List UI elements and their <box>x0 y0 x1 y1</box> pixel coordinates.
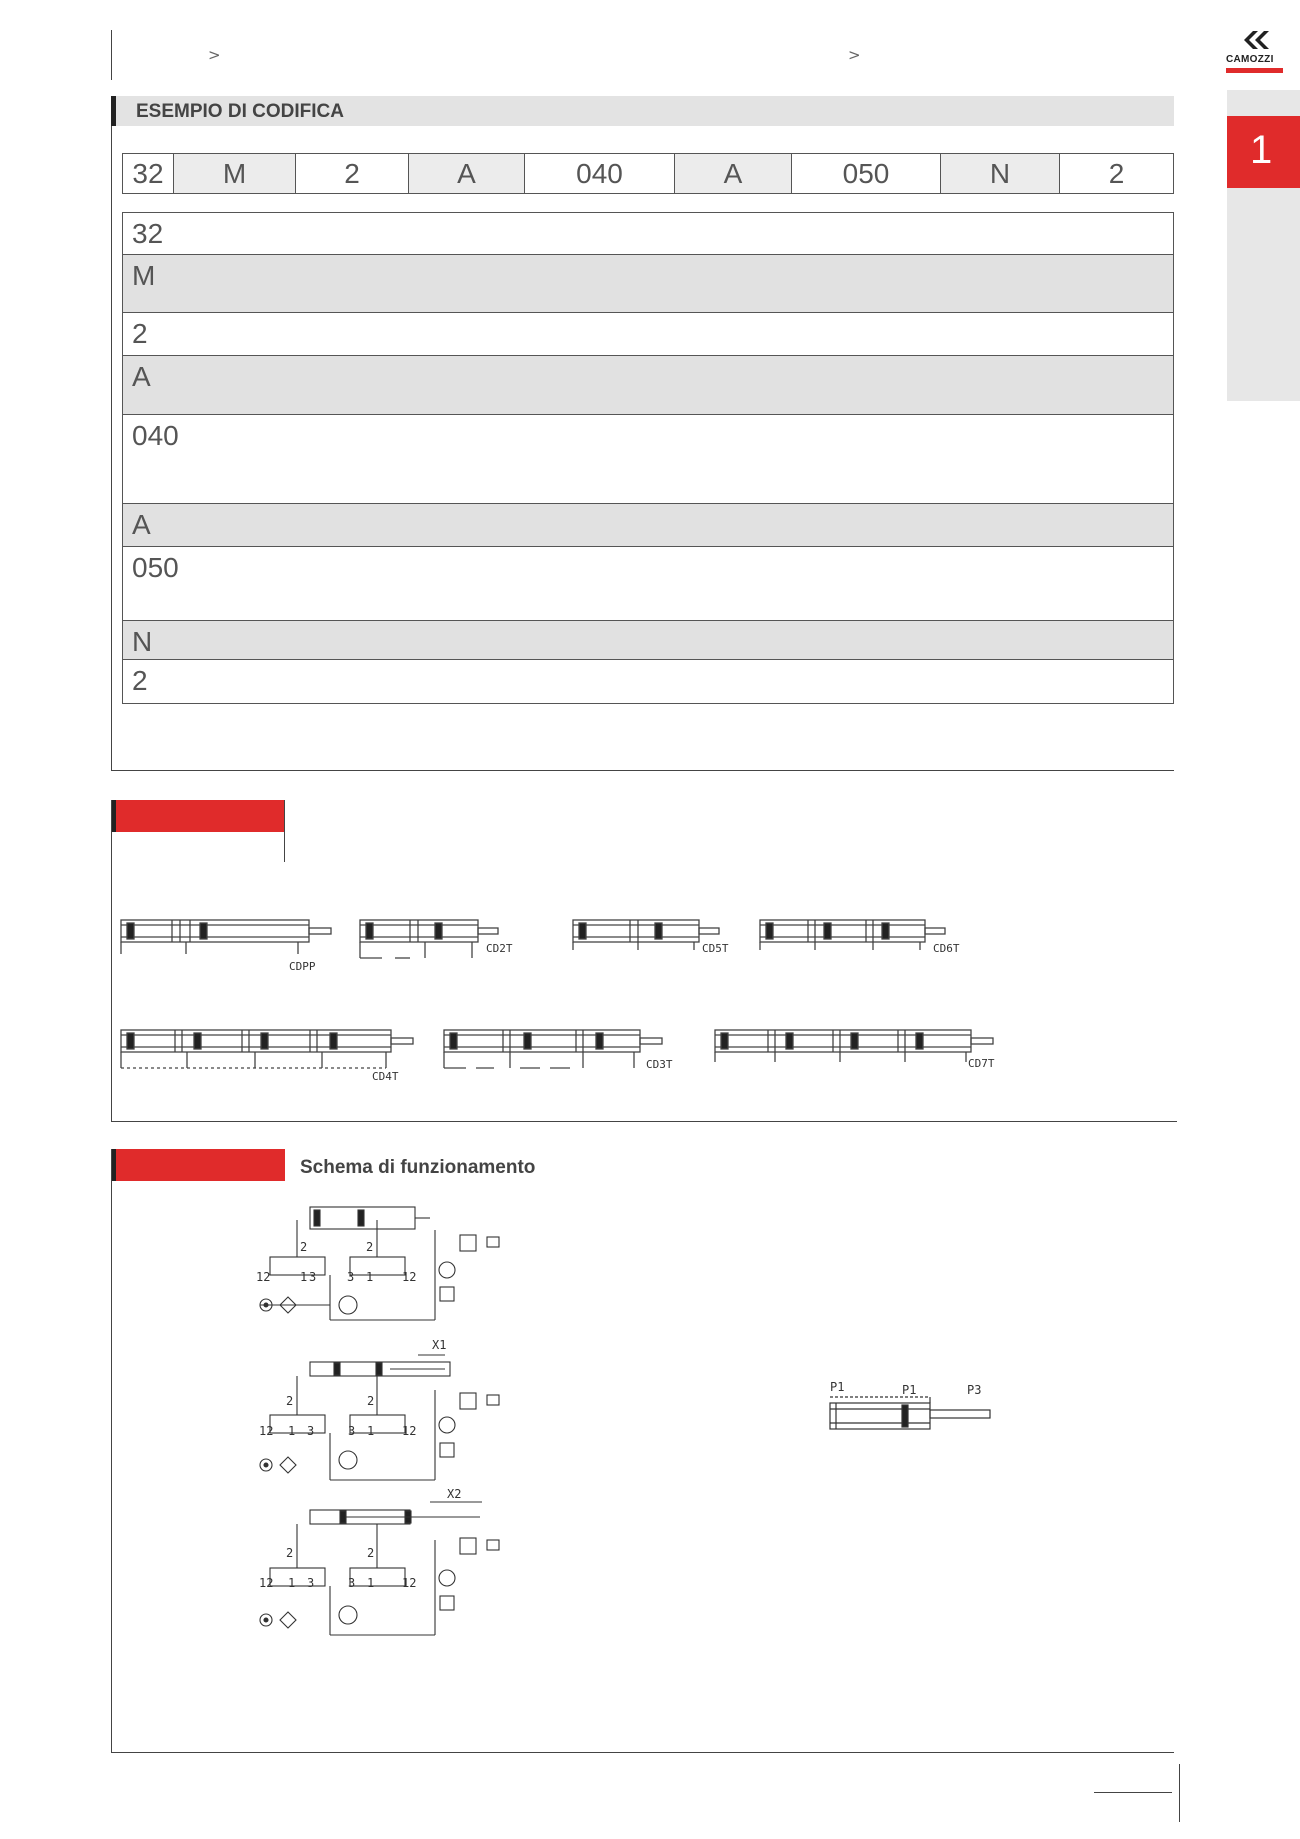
operation-title: Schema di funzionamento <box>300 1157 536 1178</box>
section-frame-bottom <box>111 1752 1174 1753</box>
port-label-x1: X1 <box>432 1338 447 1352</box>
table-row <box>123 313 1173 356</box>
valve-port-label: 1 <box>367 1424 375 1438</box>
cylinder-cd2t-drawing <box>360 920 498 958</box>
valve-port-label: 2 <box>286 1394 294 1408</box>
footer-divider <box>1179 1764 1180 1822</box>
valve-port-label: 2 <box>367 1394 375 1408</box>
valve-port-label: 12 <box>256 1270 271 1284</box>
logo-text: CAMOZZI <box>1226 54 1274 65</box>
section-number: 1 <box>1250 128 1273 172</box>
header-marker <box>111 96 116 126</box>
code-cell: 040 <box>524 154 674 193</box>
pressure-label-p1: P1 <box>902 1383 917 1397</box>
section-frame-bottom <box>111 1121 1177 1122</box>
row-code: N <box>132 626 153 657</box>
code-cell: 32 <box>122 154 173 193</box>
valve-port-label: 1 <box>288 1424 296 1438</box>
operation-tab <box>111 1149 285 1181</box>
valve-port-label: 3 <box>347 1270 355 1284</box>
valve-port-label: 1 <box>288 1576 296 1590</box>
valve-port-label: 3 <box>307 1424 315 1438</box>
valve-port-label: 12 <box>259 1576 274 1590</box>
code-table <box>122 212 1174 704</box>
valve-port-label: 1 <box>367 1576 375 1590</box>
version-label-cdpp: CDPP <box>289 960 316 973</box>
valve-port-label: 3 <box>348 1576 356 1590</box>
row-code: 2 <box>132 665 148 696</box>
coding-example-title: ESEMPIO DI CODIFICA <box>136 101 344 122</box>
scheme-3 <box>260 1502 499 1635</box>
row-code: 32 <box>132 218 164 249</box>
cylinder-cd5t-drawing <box>573 920 719 950</box>
valve-port-label: 2 <box>286 1546 294 1560</box>
cylinder-cd4t-drawing <box>121 1030 413 1068</box>
valve-port-label: 1 <box>366 1270 374 1284</box>
code-cell: N <box>940 154 1059 193</box>
valve-port-label: 3 <box>309 1270 317 1284</box>
footer-line <box>1094 1792 1172 1793</box>
tab-divider <box>284 800 285 862</box>
valve-port-label: 12 <box>402 1424 417 1438</box>
code-cell: 2 <box>295 154 408 193</box>
table-row <box>123 660 1173 703</box>
row-code: M <box>132 260 156 291</box>
cylinder-cd3t-drawing <box>444 1030 662 1068</box>
version-label-cd5t: CD5T <box>702 942 729 955</box>
code-cell: A <box>674 154 791 193</box>
table-row <box>123 213 1173 255</box>
valve-port-label: 12 <box>402 1270 417 1284</box>
table-row <box>123 621 1173 660</box>
table-row <box>123 504 1173 547</box>
section-frame-left <box>111 96 112 771</box>
code-cell: 050 <box>791 154 940 193</box>
code-row <box>122 153 1174 194</box>
valve-port-label: 3 <box>307 1576 315 1590</box>
version-label-cd6t: CD6T <box>933 942 960 955</box>
code-cell: 2 <box>1059 154 1174 193</box>
versions-drawings <box>110 900 1010 1100</box>
table-row <box>123 547 1173 621</box>
version-label-cd7t: CD7T <box>968 1057 995 1070</box>
breadcrumb-separator: > <box>208 46 221 64</box>
valve-port-label: 12 <box>402 1576 417 1590</box>
code-cell: M <box>173 154 295 193</box>
logo-underline <box>1226 68 1283 73</box>
row-code: 040 <box>132 420 179 451</box>
valve-port-label: 12 <box>259 1424 274 1438</box>
version-label-cd4t: CD4T <box>372 1070 399 1083</box>
version-label-cd2t: CD2T <box>486 942 513 955</box>
row-code: 2 <box>132 318 148 349</box>
cylinder-cd7t-drawing <box>715 1030 993 1062</box>
valve-port-label: 3 <box>348 1424 356 1438</box>
row-code: A <box>132 509 151 540</box>
port-label-x2: X2 <box>447 1487 462 1501</box>
versions-tab <box>111 800 285 832</box>
pressure-label-p3: P3 <box>967 1383 982 1397</box>
cylinder-cdpp-drawing <box>121 920 331 954</box>
cylinder-cd6t-drawing <box>760 920 945 950</box>
section-frame-bottom <box>111 770 1174 771</box>
valve-port-label: 1 <box>300 1270 308 1284</box>
section-frame-left <box>111 1149 112 1752</box>
table-row <box>123 415 1173 504</box>
coding-example-header <box>111 96 1174 126</box>
version-label-cd3t: CD3T <box>646 1058 673 1071</box>
scheme-2 <box>260 1355 499 1480</box>
scheme-1 <box>260 1207 499 1320</box>
camozzi-logo-icon <box>1240 28 1272 52</box>
row-code: 050 <box>132 552 179 583</box>
code-cell: A <box>408 154 524 193</box>
valve-port-label: 2 <box>367 1546 375 1560</box>
valve-port-label: 2 <box>300 1240 308 1254</box>
valve-port-label: 2 <box>366 1240 374 1254</box>
row-code: A <box>132 361 151 392</box>
breadcrumb-separator: > <box>848 46 861 64</box>
table-row <box>123 255 1173 313</box>
header-divider <box>111 30 112 80</box>
pressure-label-p1: P1 <box>830 1380 845 1394</box>
table-row <box>123 356 1173 415</box>
